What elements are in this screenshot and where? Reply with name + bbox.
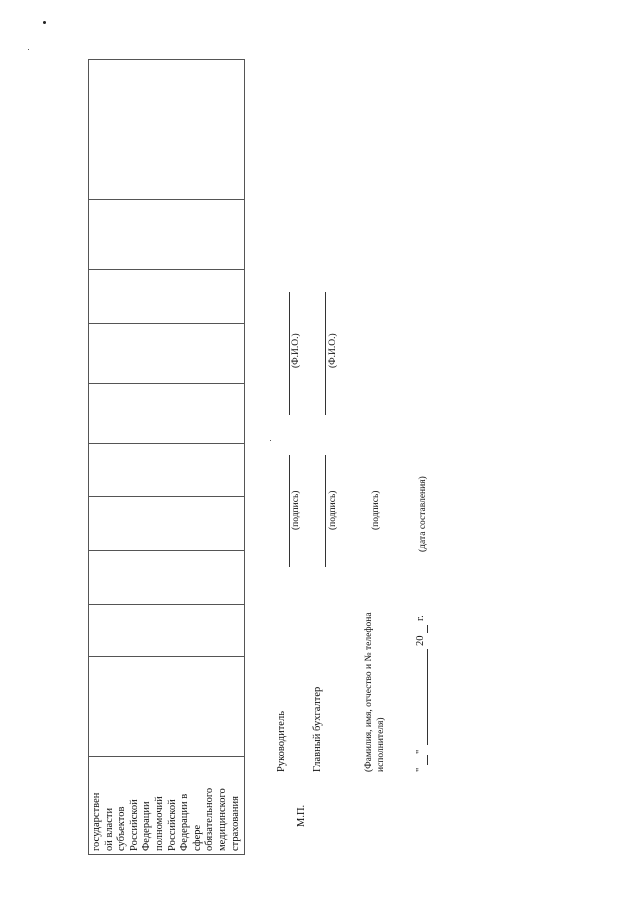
table-cell	[89, 324, 245, 384]
stamp-label: М.П.	[296, 804, 307, 827]
chief-accountant-signature-caption: (подпись)	[328, 490, 338, 530]
table-cell	[89, 200, 245, 270]
table-cell	[89, 605, 245, 657]
head-signature-line	[289, 455, 290, 567]
table-cell	[89, 497, 245, 551]
date-century: 20	[415, 635, 426, 646]
head-name-line	[289, 292, 290, 415]
head-name-caption: (Ф.И.О.)	[291, 333, 301, 368]
table-cell	[89, 657, 245, 757]
date-year-suffix: г.	[415, 615, 426, 621]
table-cell	[89, 270, 245, 324]
table-row	[89, 60, 245, 855]
head-label: Руководитель	[276, 711, 287, 772]
date-day-line	[427, 755, 428, 765]
executor-label-line-2: исполнителя)	[376, 717, 386, 772]
chief-accountant-name-line	[325, 292, 326, 415]
executor-label-line-1: (Фамилия, имя, отчество и № телефона	[364, 612, 374, 772]
table-cell	[89, 60, 245, 200]
executor-signature-caption: (подпись)	[371, 490, 381, 530]
head-signature-caption: (подпись)	[291, 490, 301, 530]
chief-accountant-name-caption: (Ф.И.О.)	[328, 333, 338, 368]
date-month-line	[427, 649, 428, 745]
chief-accountant-signature-line	[325, 455, 326, 567]
table-cell	[89, 444, 245, 497]
date-quote-open: "	[415, 767, 426, 772]
date-year-line	[427, 625, 428, 633]
date-caption: (дата составления)	[418, 476, 428, 552]
chief-accountant-label: Главный бухгалтер	[312, 686, 323, 772]
table-cell	[89, 384, 245, 444]
row-header-cell: государствен ой власти субъектов Российской Федерации полномочий Российской Федерации в сфере обязательного медицинского страхования	[89, 757, 245, 855]
date-quote-close: "	[415, 749, 426, 754]
table-cell	[89, 551, 245, 605]
report-table	[88, 59, 245, 855]
